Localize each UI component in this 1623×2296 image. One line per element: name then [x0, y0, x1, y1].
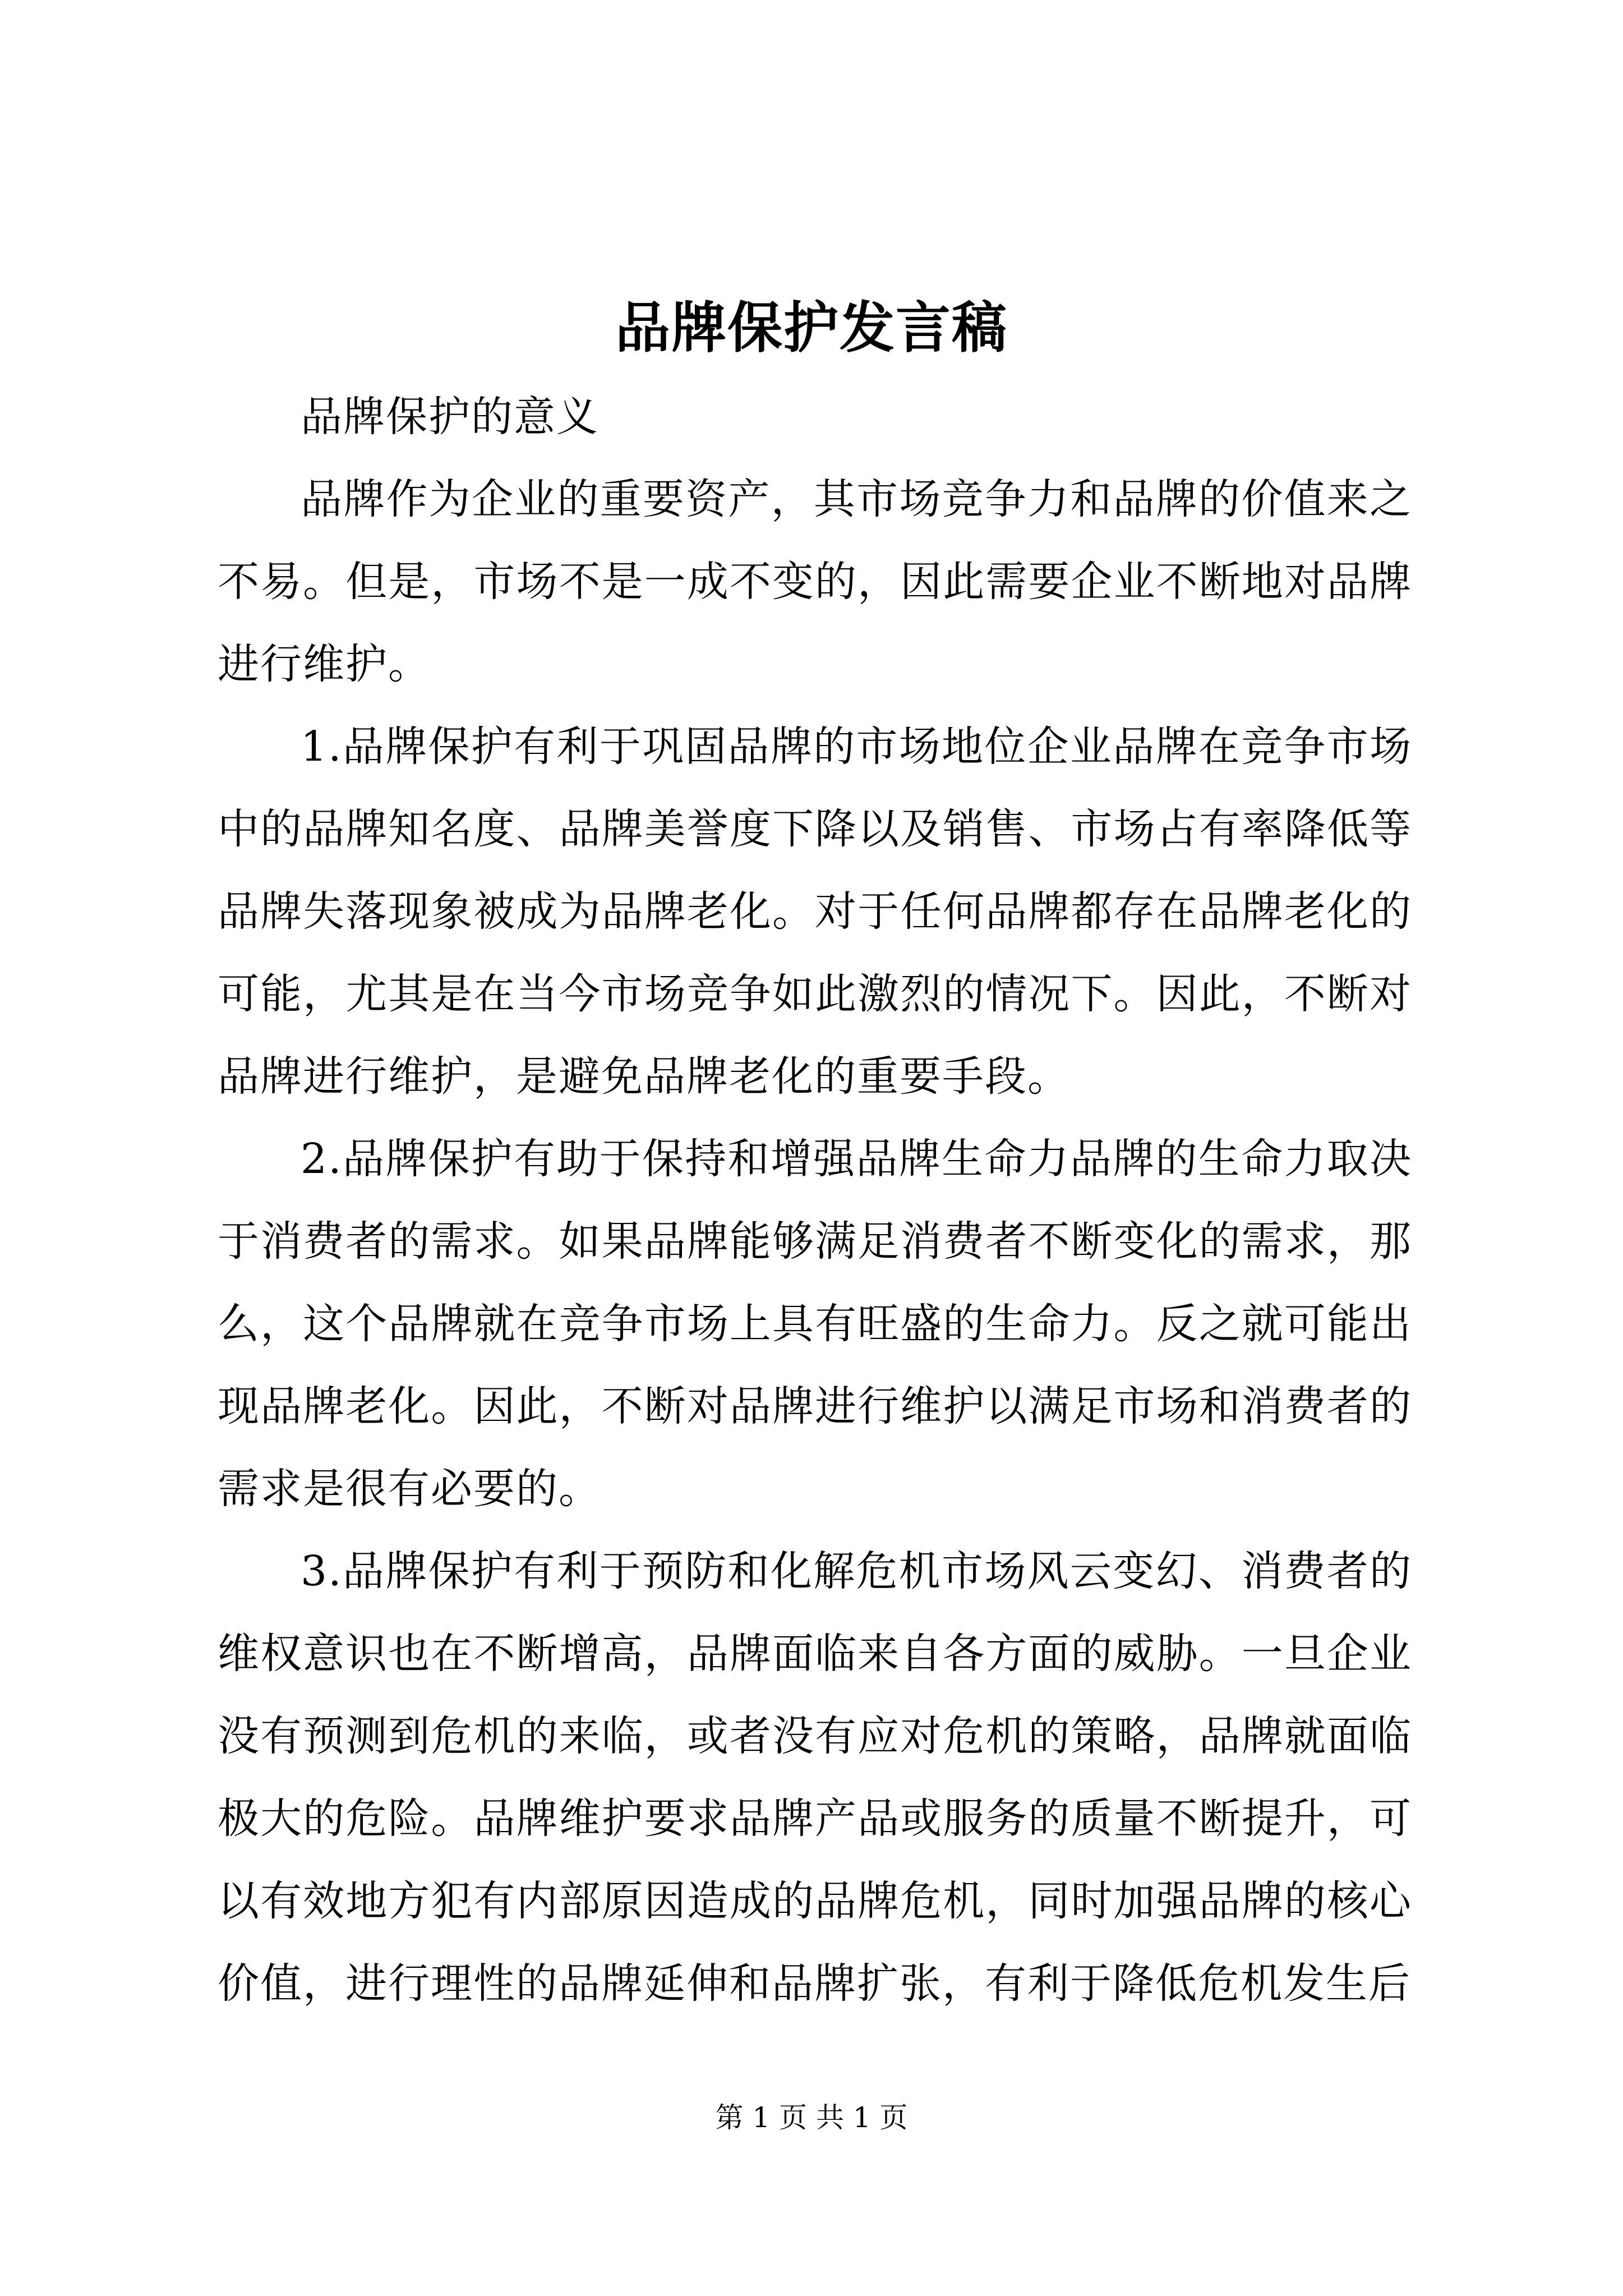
document-title: 品牌保护发言稿: [615, 296, 1008, 360]
paragraph-point-3: 3.品牌保护有利于预防和化解危机市场风云变幻、消费者的维权意识也在不断增高，品牌面临来自各方面的威胁。一旦企业没有预测到危机的来临，或者没有应对危机的策略，品牌就面临极大的危险。品牌维护要求品牌产品或服务的质量不断提升，可以有效地方犯有内部原因造成的品牌危机，同时加强品牌的核心价值，进行理性的品牌延伸和品牌扩张，有利于降低危机发生后: [218, 1547, 1412, 2008]
paragraph-intro: 品牌作为企业的重要资产，其市场竞争力和品牌的价值来之不易。但是，市场不是一成不变的，因此需要企业不断地对品牌进行维护。: [218, 475, 1412, 688]
paragraph-point-1: 1.品牌保护有利于巩固品牌的市场地位企业品牌在竞争市场中的品牌知名度、品牌美誉度下降以及销售、市场占有率降低等品牌失落现象被成为品牌老化。对于任何品牌都存在品牌老化的可能，尤其是在当今市场竞争如此激烈的情况下。因此，不断对品牌进行维护，是避免品牌老化的重要手段。: [218, 723, 1412, 1101]
section-heading: 品牌保护的意义: [301, 393, 599, 441]
paragraph-point-2: 2.品牌保护有助于保持和增强品牌生命力品牌的生命力取决于消费者的需求。如果品牌能够满足消费者不断变化的需求，那么，这个品牌就在竞争市场上具有旺盛的生命力。反之就可能出现品牌老化。因此，不断对品牌进行维护以满足市场和消费者的需求是很有必要的。: [218, 1135, 1412, 1513]
page-footer: 第 1 页 共 1 页: [715, 2101, 908, 2134]
document-body: [218, 376, 1412, 2025]
